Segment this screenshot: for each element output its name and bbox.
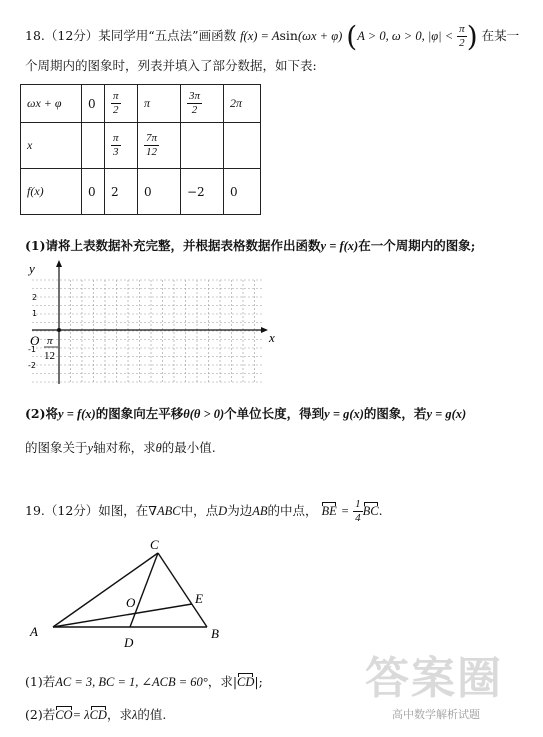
q18-part1 <box>25 236 475 254</box>
table-cell: 0 <box>138 169 181 215</box>
origin-dot <box>57 328 61 332</box>
q19-part2-vec-co: CO <box>55 708 73 722</box>
q18-part2-line2b: 轴对称，求 <box>93 440 156 455</box>
y-tick-2: 2 <box>32 293 38 302</box>
q19-part1-b: ，求 <box>207 674 233 689</box>
q18-part2-a: (2)将 <box>25 406 59 421</box>
vertex-c-label: C <box>150 537 159 552</box>
q18-cond-fraction <box>457 23 467 50</box>
q18-part2-line2 <box>25 438 216 456</box>
q18-part2-line2c: 的最小值. <box>161 440 216 455</box>
table-row <box>21 123 261 169</box>
table-cell: f(x) <box>21 169 82 215</box>
x-axis-label: x <box>269 330 275 345</box>
q19-header-b: 中，点 <box>180 503 219 518</box>
q19-header-m3: AB <box>252 504 268 518</box>
y-tick-1: 1 <box>32 309 38 318</box>
point-d-label: D <box>124 635 134 650</box>
q19-part1: (1)若AC = 3, BC = 1, ∠ACB = 60°，求|CD|; <box>25 674 263 689</box>
y-axis-label: y <box>29 261 35 276</box>
frac-den: 12 <box>146 146 157 158</box>
q18-line2: 个周期内的图象时，列表并填入了部分数据，如下表: <box>25 58 317 73</box>
q18-part2-line2a: 的图象关于 <box>25 440 88 455</box>
q18-part2-d: 的图象，若 <box>363 406 427 421</box>
frac-den: 2 <box>191 104 198 116</box>
q19-period: . <box>378 503 383 518</box>
x-axis-arrow <box>261 327 268 333</box>
table-cell: −2 <box>181 169 224 215</box>
q19-part2-vec-cd: CD <box>89 708 107 722</box>
q18-part1-suffix: 在一个周期内的图象; <box>358 238 476 253</box>
table-cell: 0 <box>224 169 261 215</box>
q18-open-paren: ( <box>346 20 358 53</box>
q19-vec-be: BE <box>321 504 337 518</box>
q18-close-paren: ) <box>466 20 478 53</box>
q19-fraction <box>353 498 363 525</box>
q19-part1-vec-cd: CD <box>237 675 255 689</box>
watermark-small: 高中数学解析试题 <box>392 708 480 721</box>
table-cell: x <box>21 123 82 169</box>
q19-part2 <box>25 705 166 723</box>
q19-header-d: 的中点， <box>267 503 318 518</box>
vertex-b-label: B <box>211 626 219 641</box>
table-cell: 2π <box>224 85 261 123</box>
frac-num: π <box>113 132 119 144</box>
y-tick-minus-1: -1 <box>28 345 36 354</box>
q18-func-sin: sin <box>279 28 298 43</box>
table-row <box>21 169 261 215</box>
frac-num: 3π <box>189 90 201 102</box>
q19-part2-lambda: λ <box>131 708 138 722</box>
q18-func-lhs: f(x) = A <box>240 29 280 43</box>
q18-part2-m4: y = g(x) <box>426 407 467 421</box>
frac-den: 3 <box>113 146 119 158</box>
q18-func-arg: (ωx + φ) <box>297 29 343 43</box>
table-cell <box>181 123 224 169</box>
q19-vec-bc: BC <box>362 504 379 518</box>
q18-cond-num: π <box>459 23 465 35</box>
q19-frac-num: 1 <box>355 498 361 510</box>
table-cell <box>105 123 138 169</box>
segment-cb <box>158 553 207 627</box>
q18-header-prefix: 18.（12分）某同学用“五点法”画函数 <box>25 28 237 43</box>
point-e-label: E <box>195 591 203 606</box>
q19-header-c: 为边 <box>227 503 253 518</box>
q18-part1-math: y = f(x) <box>320 239 359 253</box>
q18-part2-m2: θ(θ > 0) <box>183 407 225 421</box>
q19-frac-den: 4 <box>355 512 361 524</box>
q18-cond-den: 2 <box>459 37 465 49</box>
q19-part2-b: ，求 <box>106 707 132 722</box>
point-o-label: O <box>126 595 136 610</box>
q19-part2-c: 的值. <box>137 707 167 722</box>
q18-part2-line2m: y <box>87 441 94 455</box>
vertex-a-label: A <box>30 624 38 639</box>
q19-header-m1: ∇ABC <box>148 504 181 518</box>
grid-lines <box>32 280 262 382</box>
q18-grid-graph <box>22 258 292 388</box>
frac-num: 7π <box>146 132 158 144</box>
frac-num: π <box>113 90 119 102</box>
segment-cd <box>130 553 158 627</box>
table-row <box>21 85 261 123</box>
table-cell <box>138 123 181 169</box>
table-cell <box>224 123 261 169</box>
q18-part2-c: 个单位长度，得到 <box>224 406 325 421</box>
table-cell <box>82 123 105 169</box>
q19-header-a: 19.（12分）如图，在 <box>25 503 149 518</box>
q19-header <box>25 498 383 525</box>
q19-triangle-figure <box>20 530 260 650</box>
origin-label: O <box>30 333 40 348</box>
segment-ae <box>53 604 192 627</box>
table-cell: ωx + φ <box>21 85 82 123</box>
q18-part2-b: 的图象向左平移 <box>95 406 184 421</box>
q19-part1-math: AC = 3, BC = 1, ∠ACB = 60° <box>55 675 208 689</box>
q19-part1-c: ; <box>258 674 263 689</box>
q18-part1-text: (1)请将上表数据补充完整，并根据表格数据作出函数 <box>25 238 321 253</box>
q19-part2-a: (2)若 <box>25 707 56 722</box>
y-tick-minus-2: -2 <box>28 361 36 370</box>
segment-ac <box>53 553 158 627</box>
table-cell: 0 <box>82 169 105 215</box>
q19-eq: = <box>340 504 350 518</box>
q18-part2-line1 <box>25 404 466 422</box>
q19-header-m2: D <box>218 504 228 518</box>
table-cell <box>181 85 224 123</box>
q19-part2-eq: = λ <box>72 708 90 722</box>
table-cell: π <box>138 85 181 123</box>
frac-den: 2 <box>113 104 119 116</box>
q18-header-suffix: 在某一 <box>481 28 520 43</box>
q18-cond-prefix: A > 0, ω > 0, |φ| < <box>357 29 454 43</box>
q18-part2-m3: y = g(x) <box>324 407 364 421</box>
q18-part2-line2m2: θ <box>155 441 162 455</box>
q19-part1-a: (1)若 <box>25 674 56 689</box>
q18-header <box>25 20 519 53</box>
table-cell <box>105 85 138 123</box>
x-tick-den: 12 <box>44 350 55 362</box>
x-tick-num: π <box>47 335 53 347</box>
table-cell: 0 <box>82 85 105 123</box>
y-axis-arrow <box>56 260 62 267</box>
q18-part2-m1: y = f(x) <box>58 407 96 421</box>
table-cell: 2 <box>105 169 138 215</box>
q18-value-table <box>20 84 261 215</box>
watermark-big: 答案圈 <box>365 653 503 704</box>
